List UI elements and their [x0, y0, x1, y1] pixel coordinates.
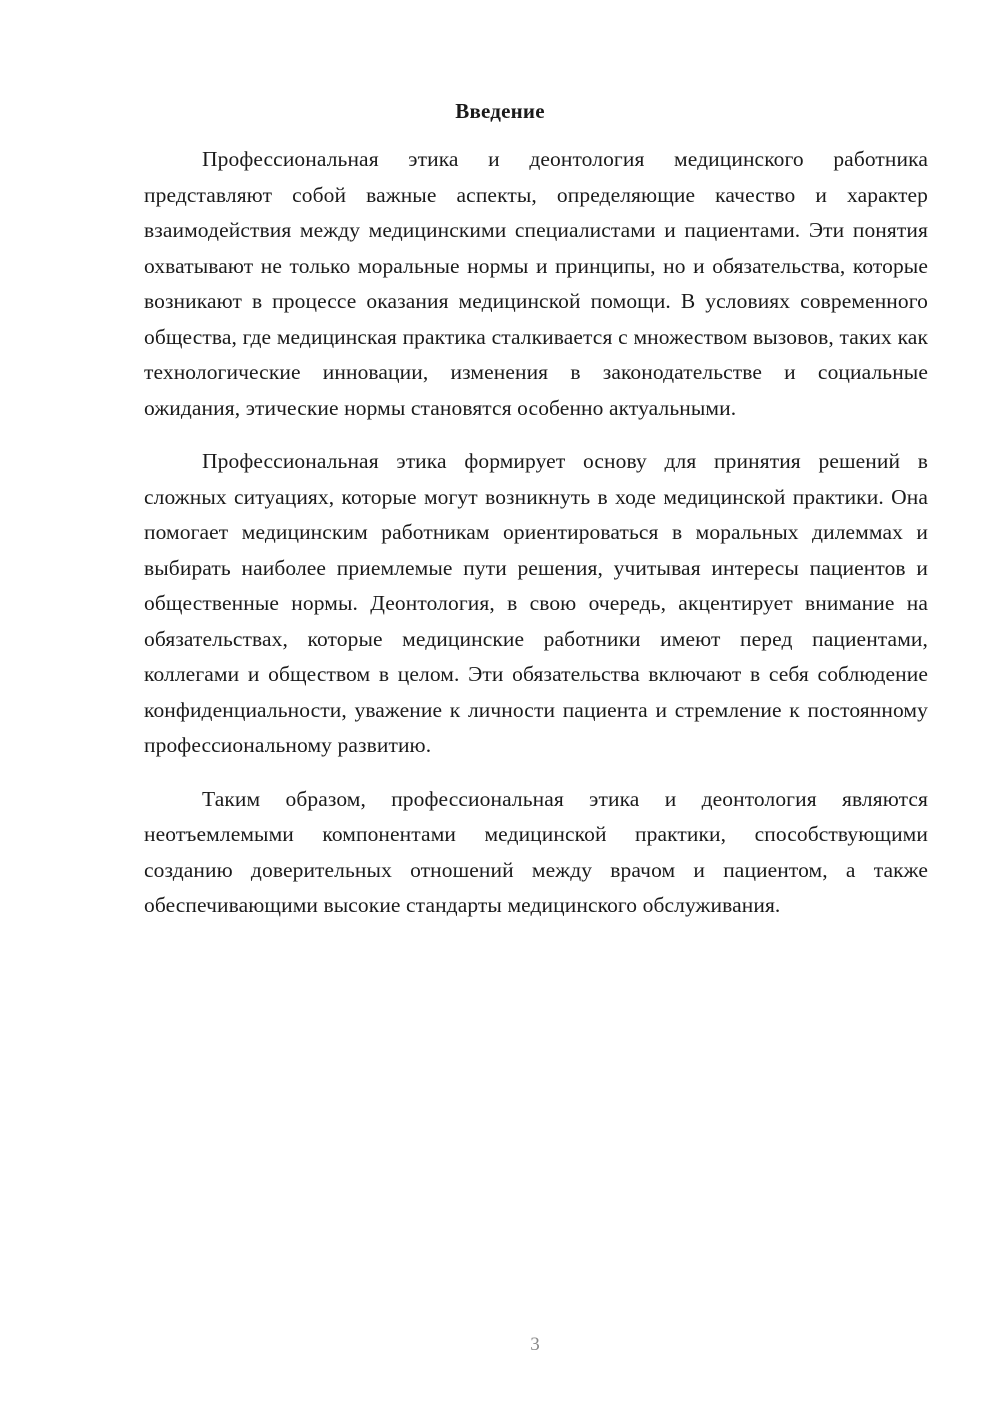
page-number: 3: [530, 1334, 540, 1355]
document-body: [144, 142, 928, 942]
paragraph-1: Профессиональная этика и деонтология медицинского работника представляют собой важные аспекты, определяющие качество и характер взаимодействия между медицинскими специалистами и пациентами. Эти понятия охватывают не только моральные нормы и принципы, но и обязательства, которые возникают в процессе оказания медицинской помощи. В условиях современного общества, где медицинская практика сталкивается с множеством вызовов, таких как технологические инновации, изменения в законодательстве и социальные ожидания, этические нормы становятся особенно актуальными.: [144, 147, 928, 420]
paragraph-2: Профессиональная этика формирует основу для принятия решений в сложных ситуациях, которые могут возникнуть в ходе медицинской практики. Она помогает медицинским работникам ориентироваться в моральных дилеммах и выбирать наиболее приемлемые пути решения, учитывая интересы пациентов и общественные нормы. Деонтология, в свою очередь, акцентирует внимание на обязательствах, которые медицинские работники имеют перед пациентами, коллегами и обществом в целом. Эти обязательства включают в себя соблюдение конфиденциальности, уважение к личности пациента и стремление к постоянному профессиональному развитию.: [144, 449, 928, 757]
paragraph-3: Таким образом, профессиональная этика и деонтология являются неотъемлемыми компонентами медицинской практики, способствующими созданию доверительных отношений между врачом и пациентом, а также обеспечивающими высокие стандарты медицинского обслуживания.: [144, 786, 928, 917]
section-title: Введение: [455, 99, 545, 123]
